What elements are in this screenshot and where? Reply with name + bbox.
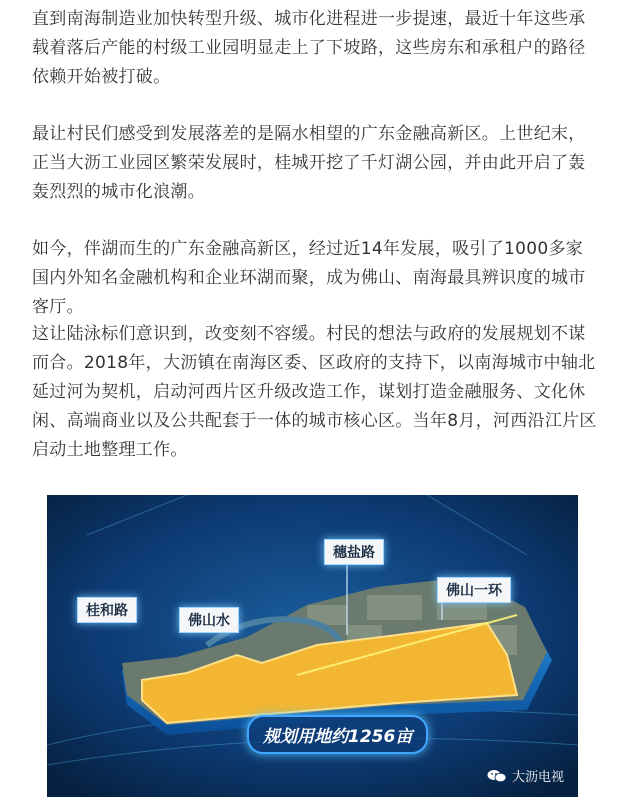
road-label-foshan-ring: 佛山一环 [437, 577, 511, 603]
wechat-icon [487, 769, 507, 783]
watermark [487, 766, 564, 785]
paragraph-4: 这让陆泳标们意识到，改变刻不容缓。村民的想法与政府的发展规划不谋而合。2018年，大沥镇在南海区委、区政府的支持下，以南海城市中轴北延过河为契机，启动河西片区升级改造工作，谋划打造金融服务、文化休闲、高端商业以及公共配套于一体的城市核心区。当年8月，河西沿江片区启动土地整理工作。 [32, 324, 597, 460]
paragraph-2: 最让村民们感受到发展落差的是隔水相望的广东金融高新区。上世纪末，正当大沥工业园区繁荣发展时，桂城开挖了千灯湖公园，并由此开启了轰轰烈烈的城市化浪潮。 [32, 124, 586, 202]
planning-map-image [47, 495, 578, 797]
planning-area-caption: 规划用地约1256亩 [247, 715, 428, 754]
watermark-text: 大沥电视 [511, 770, 564, 785]
paragraph-1: 直到南海制造业加快转型升级、城市化进程进一步提速，最近十年这些承载着落后产能的村级工业园明显走上了下坡路，这些房东和承租户的路径依赖开始被打破。 [32, 9, 586, 87]
paragraph-3: 如今，伴湖而生的广东金融高新区，经过近14年发展，吸引了1000多家国内外知名金融机构和企业环湖而聚，成为佛山、南海最具辨识度的城市客厅。 [32, 239, 586, 317]
road-label-guihe: 桂和路 [77, 597, 137, 623]
road-label-foshanshui: 佛山水 [179, 607, 239, 633]
road-label-suiyan: 穗盐路 [324, 539, 384, 565]
